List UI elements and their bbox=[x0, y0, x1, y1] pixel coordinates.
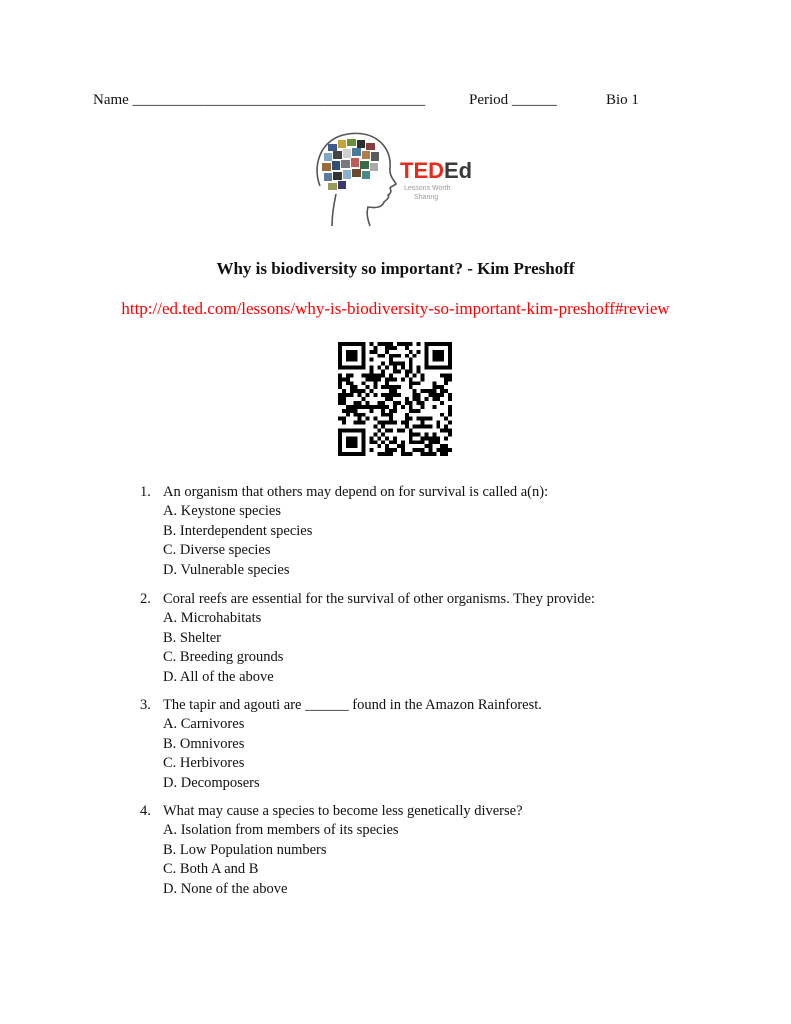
brand-ted: TED bbox=[400, 158, 444, 183]
question-number: 3. bbox=[140, 697, 151, 713]
answer-option: D. Vulnerable species bbox=[163, 561, 290, 578]
question-text: What may cause a species to become less genetically diverse? bbox=[163, 803, 523, 819]
brand-ed: Ed bbox=[444, 158, 473, 183]
brain-mosaic bbox=[322, 139, 379, 190]
answer-option: B. Omnivores bbox=[163, 735, 245, 752]
question-text: The tapir and agouti are ______ found in the Amazon Rainforest. bbox=[163, 697, 542, 713]
answer-options bbox=[163, 715, 260, 793]
answer-option: B. Interdependent species bbox=[163, 522, 313, 539]
logo-tagline-line-1: Lessons Worth bbox=[404, 185, 451, 192]
question-text: An organism that others may depend on for survival is called a(n): bbox=[163, 484, 549, 500]
answer-option: C. Diverse species bbox=[163, 542, 271, 559]
answer-option: B. Shelter bbox=[163, 629, 221, 646]
logo-tagline-line-2: Sharing bbox=[414, 194, 439, 201]
name-field-label: Name _______________________________________ bbox=[93, 92, 426, 108]
qr-code-icon bbox=[338, 342, 452, 456]
answer-option: B. Low Population numbers bbox=[163, 841, 327, 858]
ted-ed-logo bbox=[306, 128, 482, 228]
question-number: 2. bbox=[140, 591, 151, 607]
page-title: Why is biodiversity so important? - Kim Preshoff bbox=[216, 259, 575, 278]
question-number: 4. bbox=[140, 803, 151, 819]
answer-options bbox=[163, 502, 312, 580]
head-silhouette-icon bbox=[306, 128, 482, 228]
answer-option: C. Herbivores bbox=[163, 755, 245, 772]
answer-option: A. Carnivores bbox=[163, 716, 245, 733]
answer-option: D. Decomposers bbox=[163, 774, 260, 791]
class-label: Bio 1 bbox=[606, 92, 639, 108]
answer-option: A. Microhabitats bbox=[163, 610, 262, 627]
lesson-url: http://ed.ted.com/lessons/why-is-biodiversity-so-important-kim-preshoff#review bbox=[121, 299, 670, 318]
answer-option: A. Isolation from members of its species bbox=[163, 822, 399, 839]
header bbox=[0, 92, 791, 112]
question-text: Coral reefs are essential for the survival of other organisms. They provide: bbox=[163, 591, 595, 607]
answer-options bbox=[163, 609, 283, 687]
answer-options bbox=[163, 821, 399, 899]
answer-option: C. Breeding grounds bbox=[163, 649, 284, 666]
answer-option: D. All of the above bbox=[163, 668, 274, 685]
answer-option: A. Keystone species bbox=[163, 503, 281, 520]
period-field-label: Period ______ bbox=[469, 92, 557, 108]
question-number: 1. bbox=[140, 484, 151, 500]
answer-option: C. Both A and B bbox=[163, 861, 259, 878]
answer-option: D. None of the above bbox=[163, 880, 288, 897]
